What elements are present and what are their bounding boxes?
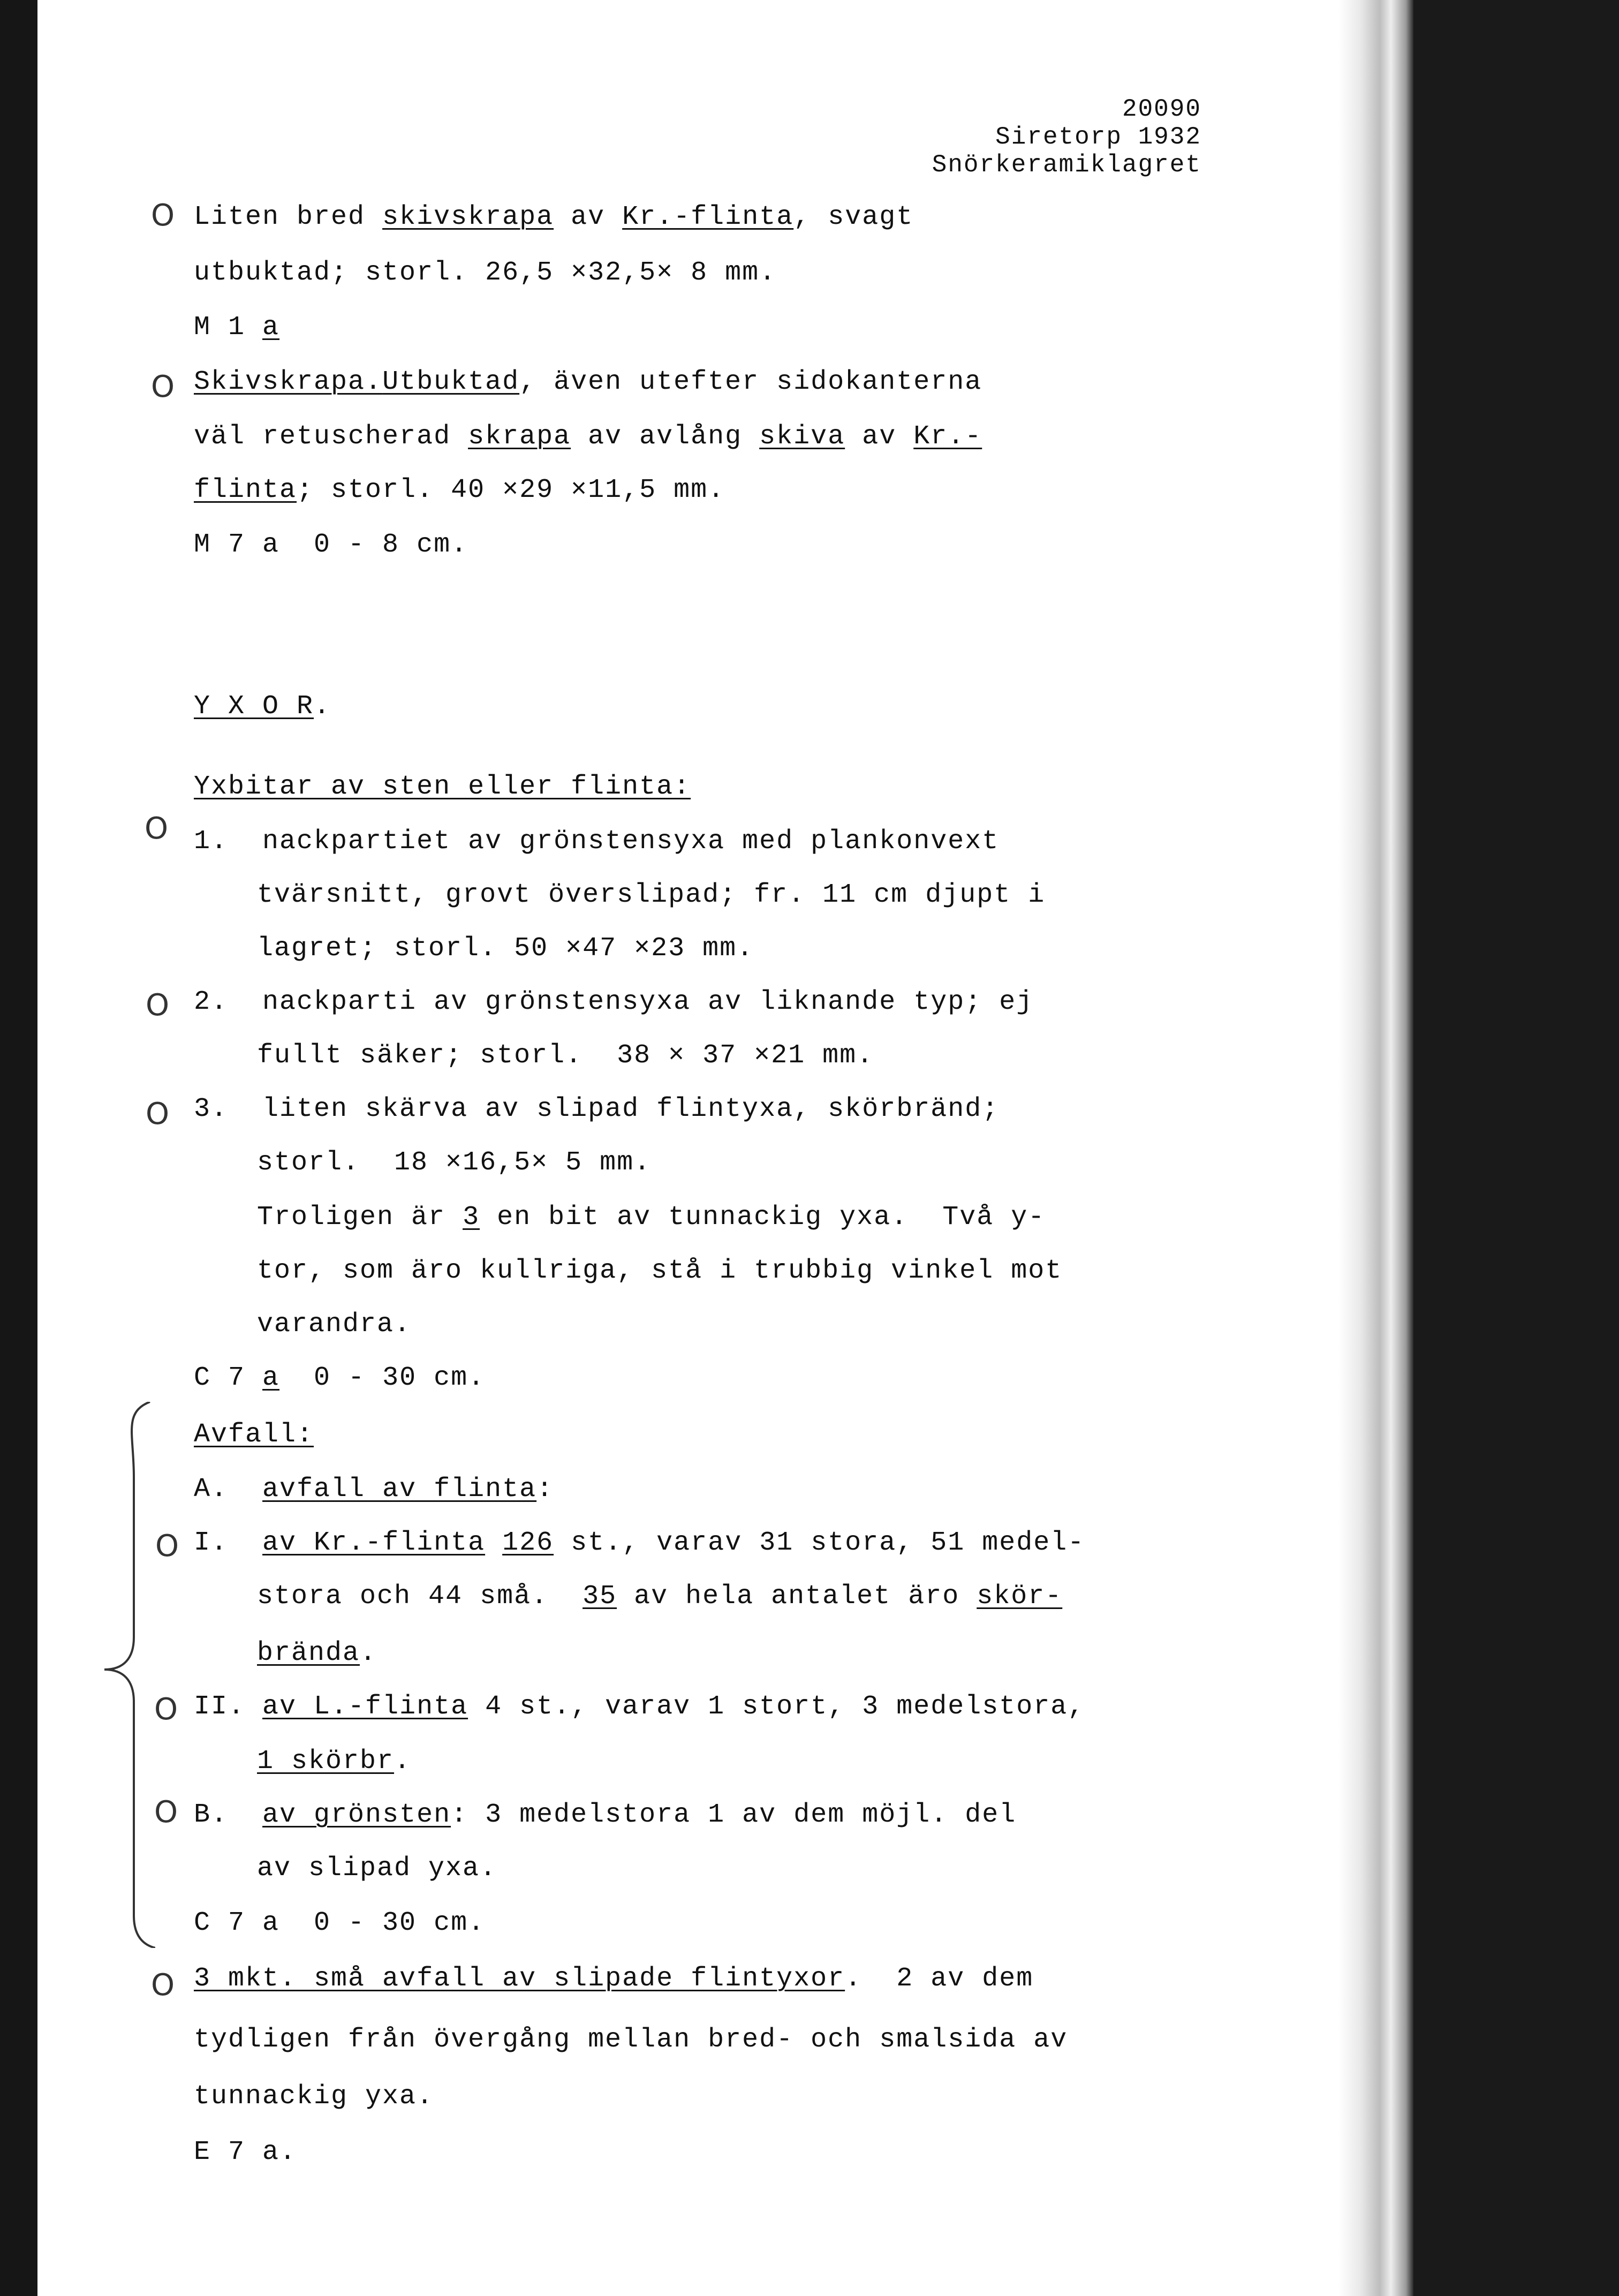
subheading: Yxbitar av sten eller flinta: xyxy=(194,772,691,802)
text-line: stora och 44 små. 35 av hela antalet äro skör- xyxy=(257,1581,1063,1612)
text-line: tor, som äro kullriga, stå i trubbig vinkel mot xyxy=(257,1256,1063,1286)
margin-circle-mark: O xyxy=(155,1529,179,1564)
text-line: av slipad yxa. xyxy=(257,1853,497,1884)
margin-circle-mark: O xyxy=(154,1795,178,1830)
margin-circle-mark: O xyxy=(146,1097,170,1131)
text-line: lagret; storl. 50 ×47 ×23 mm. xyxy=(257,933,754,964)
text-line: tydligen från övergång mellan bred- och smalsida av xyxy=(194,2025,1068,2055)
text-line: flinta; storl. 40 ×29 ×11,5 mm. xyxy=(194,475,725,505)
margin-circle-mark: O xyxy=(151,369,175,404)
margin-circle-mark: O xyxy=(145,811,169,846)
text-line: varandra. xyxy=(257,1309,412,1340)
margin-circle-mark: O xyxy=(151,1968,175,2003)
document-page xyxy=(37,0,1376,2296)
layer-name: Snörkeramiklagret xyxy=(932,151,1201,179)
text-line: tvärsnitt, grovt överslipad; fr. 11 cm djupt i xyxy=(257,880,1046,910)
margin-circle-mark: O xyxy=(154,1692,178,1727)
list-item: II. av L.-flinta 4 st., varav 1 stort, 3 medelstora, xyxy=(194,1691,1085,1722)
list-item: 3. liten skärva av slipad flintyxa, skörbränd; xyxy=(194,1094,1000,1124)
list-item: B. av grönsten: 3 medelstora 1 av dem möjl. del xyxy=(194,1800,1017,1830)
text-line: brända. xyxy=(257,1638,377,1668)
text-line: tunnackig yxa. xyxy=(194,2081,434,2112)
curly-brace-mark xyxy=(91,1402,155,1948)
text-line: Liten bred skivskrapa av Kr.-flinta, svagt xyxy=(194,202,914,232)
list-item: 2. nackparti av grönstensyxa av liknande typ; ej xyxy=(194,987,1034,1017)
page-binding-edge xyxy=(1338,0,1413,2296)
scan-left-edge xyxy=(0,0,37,2296)
margin-circle-mark: O xyxy=(151,198,175,233)
site-year: Siretorp 1932 xyxy=(995,123,1201,151)
text-line: storl. 18 ×16,5× 5 mm. xyxy=(257,1147,652,1178)
list-item: A. avfall av flinta: xyxy=(194,1474,554,1505)
text-line: E 7 a. xyxy=(194,2137,297,2167)
text-line: 1 skörbr. xyxy=(257,1746,412,1777)
subheading: Avfall: xyxy=(194,1419,314,1450)
text-line: Troligen är 3 en bit av tunnackig yxa. Två y- xyxy=(257,1202,1046,1233)
text-line: M 7 a 0 - 8 cm. xyxy=(194,530,468,560)
text-line: utbuktad; storl. 26,5 ×32,5× 8 mm. xyxy=(194,258,777,288)
text-line: fullt säker; storl. 38 × 37 ×21 mm. xyxy=(257,1040,874,1071)
section-heading: Y X O R. xyxy=(194,691,331,722)
list-item: I. av Kr.-flinta 126 st., varav 31 stora, 51 medel- xyxy=(194,1528,1085,1558)
text-line: Skivskrapa.Utbuktad, även utefter sidokanterna xyxy=(194,367,982,397)
margin-circle-mark: O xyxy=(146,988,170,1023)
catalog-number: 20090 xyxy=(1122,95,1201,123)
text-line: C 7 a 0 - 30 cm. xyxy=(194,1908,486,1938)
text-line: M 1 a xyxy=(194,312,280,343)
list-item: 1. nackpartiet av grönstensyxa med plankonvext xyxy=(194,826,1000,857)
text-line: 3 mkt. små avfall av slipade flintyxor. 2 av dem xyxy=(194,1963,1034,1994)
text-line: väl retuscherad skrapa av avlång skiva av Kr.- xyxy=(194,421,982,452)
text-line: C 7 a 0 - 30 cm. xyxy=(194,1363,486,1393)
